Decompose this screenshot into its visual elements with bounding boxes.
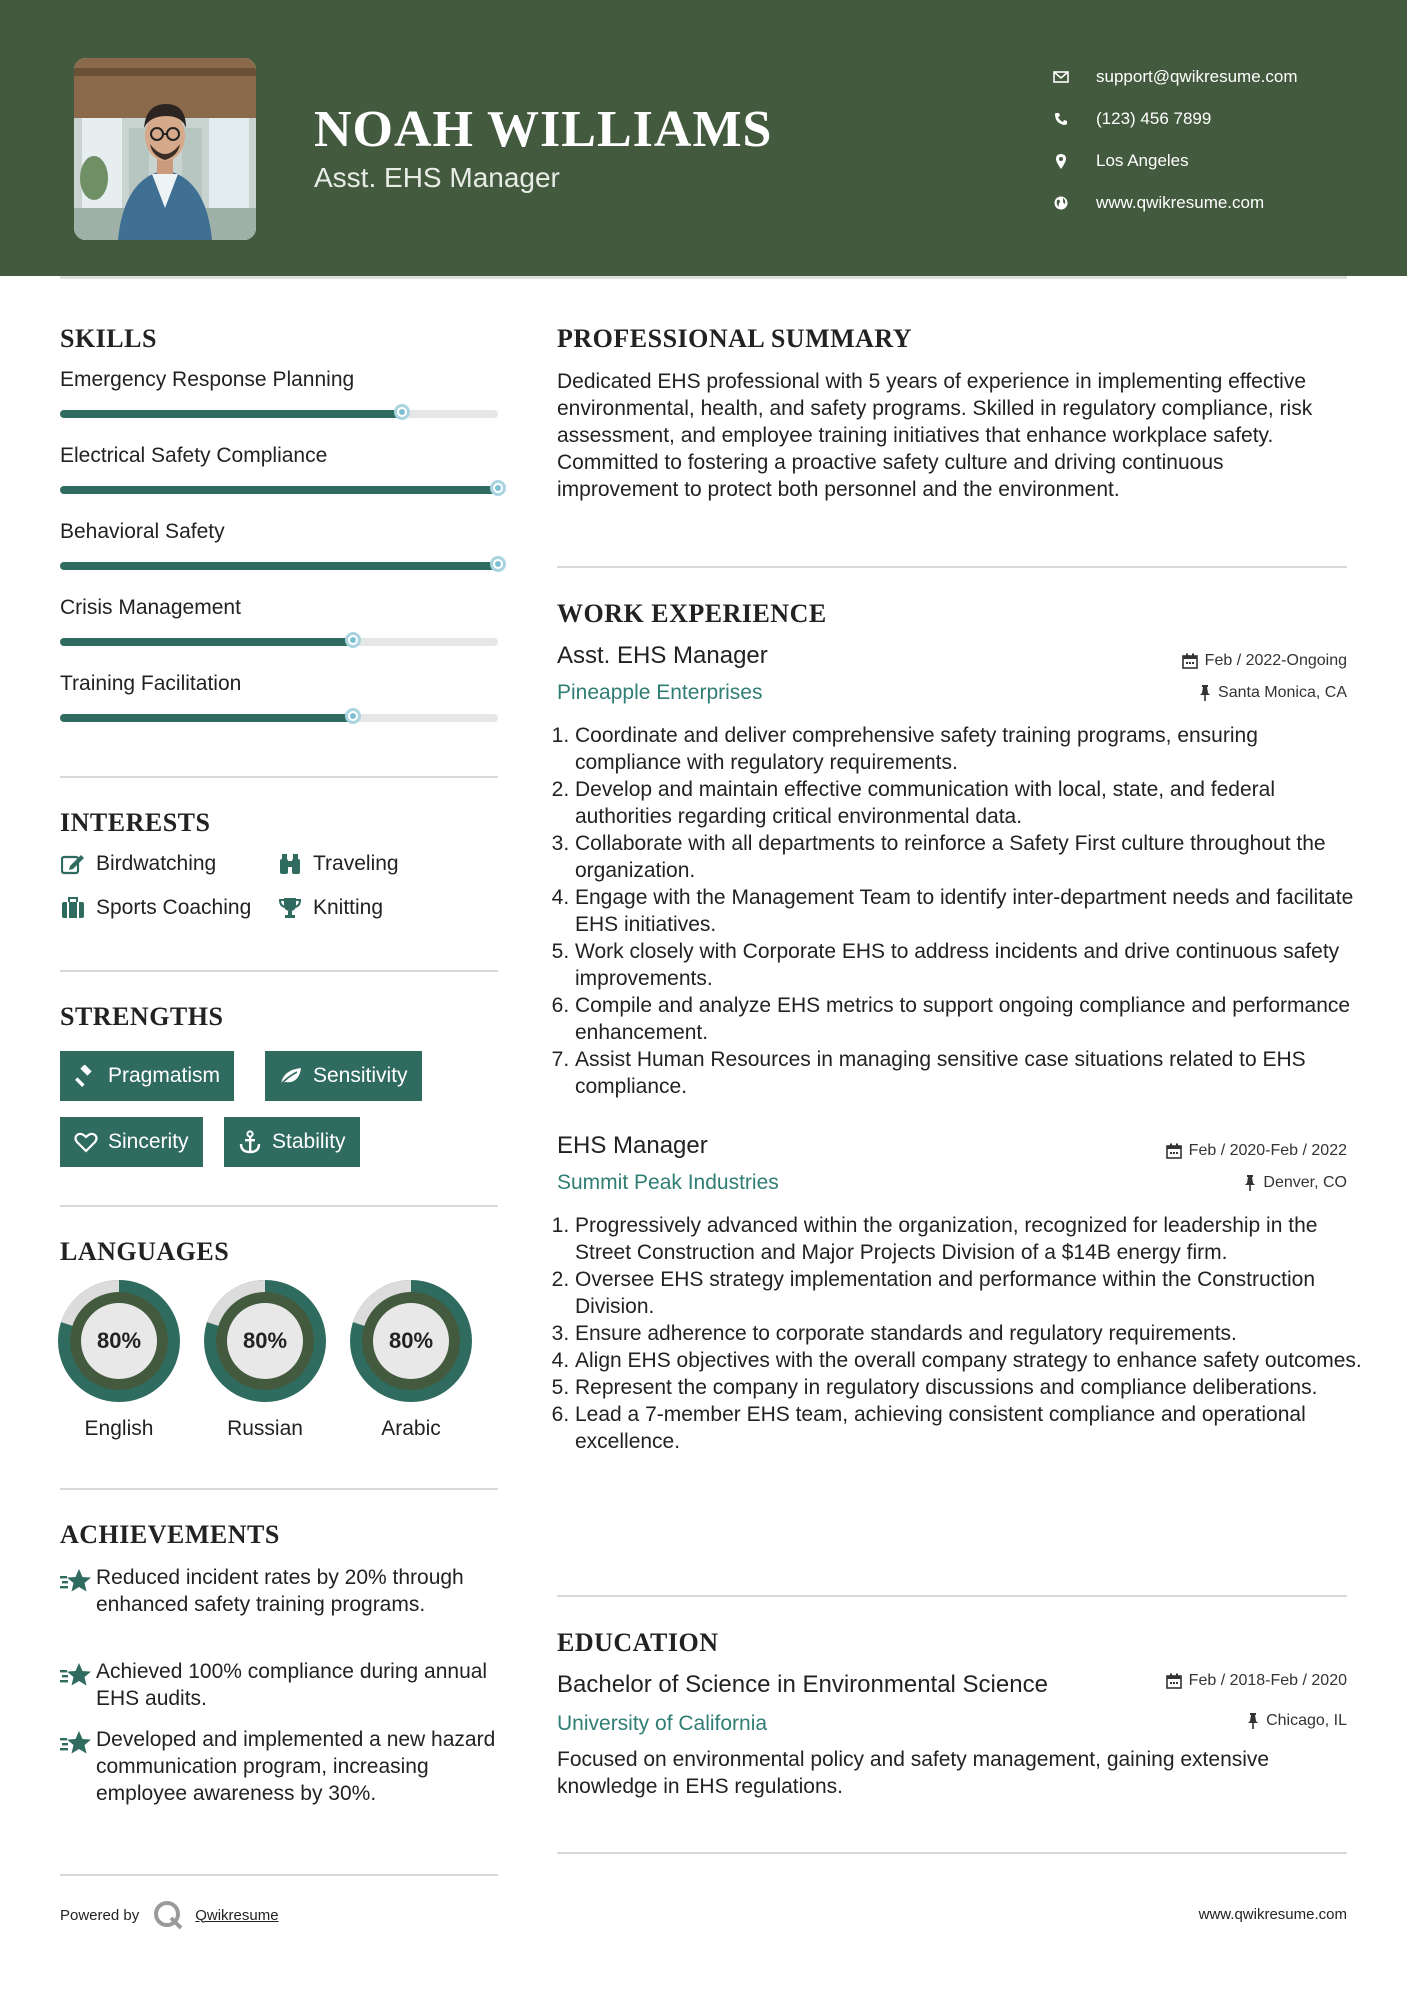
contact-list xyxy=(1050,56,1298,224)
envelope-icon xyxy=(1050,66,1072,88)
job-dates-text: Feb / 2022-Ongoing xyxy=(1204,652,1347,669)
language-percent: 80% xyxy=(96,1328,142,1353)
achievement-item xyxy=(60,1658,498,1712)
education-location xyxy=(1247,1712,1347,1730)
achievement-text: Developed and implemented a new hazard communication program, increasing employee awareness by 30%. xyxy=(96,1728,496,1805)
contact-location-text: Los Angeles xyxy=(1096,151,1189,170)
degree-title: Bachelor of Science in Environmental Science xyxy=(557,1671,1048,1698)
star-award-icon xyxy=(60,1662,96,1712)
section-divider xyxy=(60,1874,498,1876)
skill-bar xyxy=(60,638,498,646)
pushpin-icon xyxy=(1244,1175,1256,1191)
skill-label: Training Facilitation xyxy=(60,672,242,695)
strength-label: Sincerity xyxy=(108,1130,189,1153)
briefcase-icon xyxy=(60,896,86,920)
section-divider xyxy=(60,1205,498,1207)
language-percent: 80% xyxy=(388,1328,434,1353)
language-item xyxy=(350,1280,472,1441)
job-dates xyxy=(1182,652,1347,670)
company-name: Summit Peak Industries xyxy=(557,1171,779,1194)
header-band xyxy=(0,0,1407,276)
language-item xyxy=(204,1280,326,1441)
strength-tag xyxy=(60,1117,203,1167)
strength-tag xyxy=(224,1117,360,1167)
section-divider xyxy=(60,970,498,972)
contact-website[interactable] xyxy=(1050,182,1298,224)
job-dates xyxy=(1166,1142,1347,1160)
language-ring xyxy=(204,1280,326,1402)
job-duties-list xyxy=(557,1212,1365,1455)
interest-item xyxy=(277,852,399,876)
duty-item: 1. Progressively advanced within the organization, recognized for leadership in the Street Construction and Major Projects Division of a $14B energy firm. xyxy=(575,1212,1365,1266)
skill-label: Crisis Management xyxy=(60,596,241,619)
duty-item: 2. Oversee EHS strategy implementation and performance within the Construction Division. xyxy=(575,1266,1365,1320)
interest-label: Knitting xyxy=(313,896,384,919)
duty-item: 1. Coordinate and deliver comprehensive safety training programs, ensuring compliance with regulatory requirements. xyxy=(575,722,1365,776)
trophy-icon xyxy=(277,896,303,920)
summary-heading: PROFESSIONAL SUMMARY xyxy=(557,324,913,353)
language-name: Russian xyxy=(227,1417,303,1440)
phone-icon xyxy=(1050,108,1072,130)
brand-link[interactable]: Qwikresume xyxy=(195,1906,279,1924)
footer-powered-by xyxy=(60,1900,279,1930)
map-pin-icon xyxy=(1050,150,1072,172)
contact-location xyxy=(1050,140,1298,182)
interest-item xyxy=(60,896,251,920)
skill-bar xyxy=(60,486,498,494)
strength-label: Stability xyxy=(272,1130,346,1153)
duty-item: 3. Collaborate with all departments to reinforce a Safety First culture throughout the organization. xyxy=(575,830,1365,884)
interest-item xyxy=(277,896,383,920)
globe-icon xyxy=(1050,192,1072,214)
edit-icon xyxy=(60,852,86,876)
experience-heading: WORK EXPERIENCE xyxy=(557,599,827,628)
company-name: Pineapple Enterprises xyxy=(557,681,763,704)
education-heading: EDUCATION xyxy=(557,1628,719,1657)
section-divider xyxy=(557,566,1347,568)
pushpin-icon xyxy=(1247,1713,1259,1729)
achievements-heading: ACHIEVEMENTS xyxy=(60,1520,280,1549)
contact-phone[interactable] xyxy=(1050,98,1298,140)
education-location-text: Chicago, IL xyxy=(1266,1712,1347,1729)
job-title: Asst. EHS Manager xyxy=(557,642,768,669)
skill-item xyxy=(60,444,498,494)
duty-item: 4. Align EHS objectives with the overall company strategy to enhance safety outcomes. xyxy=(575,1347,1365,1374)
languages-heading: LANGUAGES xyxy=(60,1237,230,1266)
calendar-icon xyxy=(1182,653,1198,669)
language-name: English xyxy=(84,1417,154,1440)
interest-label: Birdwatching xyxy=(96,852,217,875)
interest-label: Sports Coaching xyxy=(96,896,252,919)
job-duties-list xyxy=(557,722,1365,1100)
strengths-heading: STRENGTHS xyxy=(60,1002,224,1031)
language-ring xyxy=(350,1280,472,1402)
achievement-item xyxy=(60,1726,498,1807)
anchor-icon xyxy=(238,1130,262,1154)
achievement-text: Reduced incident rates by 20% through enhanced safety training programs. xyxy=(96,1566,464,1616)
interest-item xyxy=(60,852,216,876)
interest-label: Traveling xyxy=(313,852,399,875)
duty-item: 6. Lead a 7-member EHS team, achieving consistent compliance and operational excellence. xyxy=(575,1401,1365,1455)
skill-label: Electrical Safety Compliance xyxy=(60,444,328,467)
star-award-icon xyxy=(60,1730,96,1807)
strength-label: Sensitivity xyxy=(313,1064,408,1087)
job-title: EHS Manager xyxy=(557,1132,708,1159)
gavel-icon xyxy=(74,1064,98,1088)
skill-item xyxy=(60,672,498,722)
section-divider xyxy=(557,1852,1347,1854)
education-dates xyxy=(1166,1672,1347,1690)
strength-tag xyxy=(60,1051,234,1101)
duty-item: 2. Develop and maintain effective communication with local, state, and federal authorities regarding critical environmental data. xyxy=(575,776,1365,830)
duty-item: 5. Represent the company in regulatory discussions and compliance deliberations. xyxy=(575,1374,1365,1401)
duty-item: 6. Compile and analyze EHS metrics to support ongoing compliance and performance enhancement. xyxy=(575,992,1365,1046)
leaf-icon xyxy=(279,1064,303,1088)
qwikresume-logo-icon xyxy=(153,1900,183,1930)
language-item xyxy=(58,1280,180,1441)
skill-bar xyxy=(60,410,498,418)
calendar-icon xyxy=(1166,1673,1182,1689)
education-dates-text: Feb / 2018-Feb / 2020 xyxy=(1188,1672,1347,1689)
header-divider xyxy=(60,276,1347,279)
candidate-name: NOAH WILLIAMS xyxy=(314,101,773,158)
binoculars-icon xyxy=(277,852,303,876)
section-divider xyxy=(60,1488,498,1490)
achievement-text: Achieved 100% compliance during annual EHS audits. xyxy=(96,1660,488,1710)
section-divider xyxy=(557,1595,1347,1597)
skill-item xyxy=(60,596,498,646)
powered-by-label: Powered by xyxy=(60,1906,140,1924)
education-description: Focused on environmental policy and safety management, gaining extensive knowledge in EHS regulations. xyxy=(557,1748,1270,1798)
skill-item xyxy=(60,368,498,418)
strength-label: Pragmatism xyxy=(108,1064,221,1087)
duty-item: 7. Assist Human Resources in managing sensitive case situations related to EHS compliance. xyxy=(575,1046,1365,1100)
duty-item: 4. Engage with the Management Team to identify inter-department needs and facilitate EHS initiatives. xyxy=(575,884,1365,938)
skill-label: Emergency Response Planning xyxy=(60,368,355,391)
skill-item xyxy=(60,520,498,570)
school-name: University of California xyxy=(557,1712,768,1735)
skill-bar xyxy=(60,562,498,570)
pushpin-icon xyxy=(1199,685,1211,701)
achievement-item xyxy=(60,1564,498,1618)
section-divider xyxy=(60,776,498,778)
job-location xyxy=(1199,684,1347,702)
footer-url[interactable]: www.qwikresume.com xyxy=(1198,1906,1347,1923)
summary-text: Dedicated EHS professional with 5 years of experience in implementing effective environmental, health, and safety programs. Skilled in regulatory compliance, risk assessment, and employee training initiatives that enhance workplace safety. Committed to fostering a proactive safety culture and driving continuous improvement to protect both personnel and the environment. xyxy=(557,370,1313,501)
interests-heading: INTERESTS xyxy=(60,808,211,837)
language-ring xyxy=(58,1280,180,1402)
job-location xyxy=(1244,1174,1347,1192)
calendar-icon xyxy=(1166,1143,1182,1159)
language-name: Arabic xyxy=(381,1417,441,1440)
profile-photo xyxy=(74,58,256,240)
language-percent: 80% xyxy=(242,1328,288,1353)
job-dates-text: Feb / 2020-Feb / 2022 xyxy=(1188,1142,1347,1159)
skill-label: Behavioral Safety xyxy=(60,520,225,543)
star-award-icon xyxy=(60,1568,96,1618)
skill-bar xyxy=(60,714,498,722)
contact-email-text: support@qwikresume.com xyxy=(1096,67,1298,86)
job-location-text: Santa Monica, CA xyxy=(1218,684,1347,701)
duty-item: 3. Ensure adherence to corporate standards and regulatory requirements. xyxy=(575,1320,1365,1347)
job-location-text: Denver, CO xyxy=(1263,1174,1347,1191)
duty-item: 5. Work closely with Corporate EHS to address incidents and drive continuous safety improvements. xyxy=(575,938,1365,992)
contact-email[interactable] xyxy=(1050,56,1298,98)
strength-tag xyxy=(265,1051,422,1101)
heart-icon xyxy=(74,1130,98,1154)
contact-website-text: www.qwikresume.com xyxy=(1096,193,1265,212)
skills-heading: SKILLS xyxy=(60,324,157,353)
candidate-role: Asst. EHS Manager xyxy=(314,162,560,193)
contact-phone-text: (123) 456 7899 xyxy=(1096,109,1212,128)
